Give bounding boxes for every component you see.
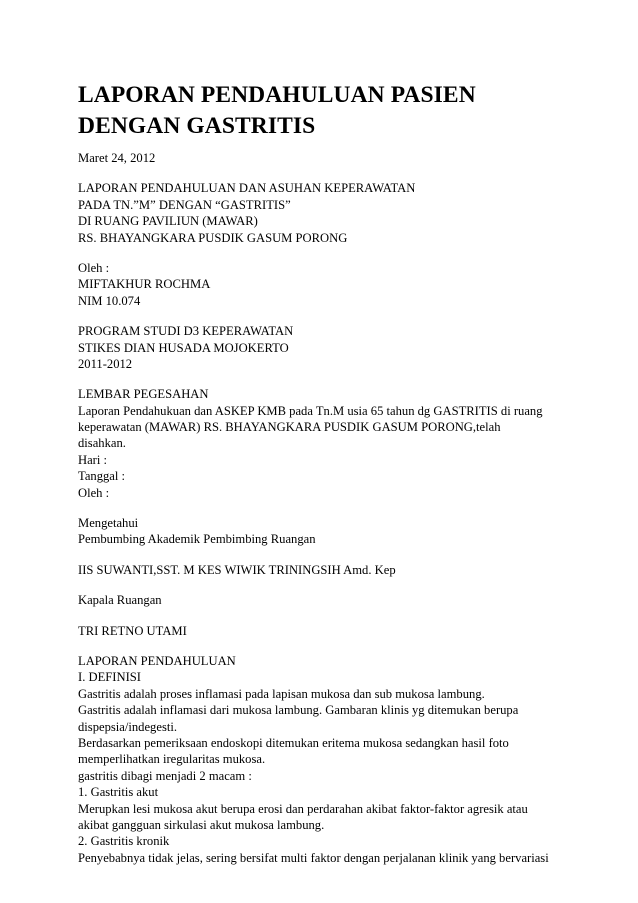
approval-line: Oleh : — [78, 485, 110, 500]
report-header — [78, 180, 598, 246]
approval-line: Hari : — [78, 452, 108, 467]
report-heading: LAPORAN PENDAHULUAN — [78, 653, 236, 668]
author-line: MIFTAKHUR ROCHMA — [78, 277, 211, 292]
signers-line: IIS SUWANTI,SST. M KES WIWIK TRININGSIH Amd. Kep — [78, 562, 396, 577]
approval-block — [78, 386, 598, 501]
approval-line: Tanggal : — [78, 469, 126, 484]
institution-line: 2011-2012 — [78, 356, 133, 371]
acknowledged-block — [78, 515, 598, 548]
post-date: Maret 24, 2012 — [78, 151, 156, 165]
author-line: Oleh : — [78, 260, 110, 275]
report-line: Gastritis adalah proses inflamasi pada lapisan mukosa dan sub mukosa lambung. — [78, 686, 485, 701]
institution-line: PROGRAM STUDI D3 KEPERAWATAN — [78, 324, 294, 339]
head-title-line: Kapala Ruangan — [78, 593, 162, 608]
title-line: DENGAN GASTRITIS — [78, 113, 316, 139]
header-line: DI RUANG PAVILIUN (MAWAR) — [78, 214, 258, 229]
author-block — [78, 260, 598, 309]
header-line: RS. BHAYANGKARA PUSDIK GASUM PORONG — [78, 230, 348, 245]
subsection-heading: 2. Gastritis kronik — [78, 834, 170, 849]
approval-line: LEMBAR PEGESAHAN — [78, 387, 209, 402]
head-name-line: TRI RETNO UTAMI — [78, 623, 187, 638]
header-line: PADA TN.”M” DENGAN “GASTRITIS” — [78, 197, 291, 212]
report-line: akibat gangguan sirkulasi akut mukosa lambung. — [78, 817, 325, 832]
document-body — [78, 150, 598, 866]
acknowledged-line: Mengetahui — [78, 516, 139, 531]
acknowledged-line: Pembumbing Akademik Pembimbing Ruangan — [78, 532, 316, 547]
report-line: gastritis dibagi menjadi 2 macam : — [78, 768, 252, 783]
report-line: Penyebabnya tidak jelas, sering bersifat multi faktor dengan perjalanan klinik yang bervariasi — [78, 850, 549, 865]
approval-line: keperawatan (MAWAR) RS. BHAYANGKARA PUSDIK GASUM PORONG,telah — [78, 420, 501, 435]
report-line: dispepsia/indegesti. — [78, 719, 177, 734]
approval-line: disahkan. — [78, 436, 126, 451]
report-line: Berdasarkan pemeriksaan endoskopi ditemukan eritema mukosa sedangkan hasil foto — [78, 735, 509, 750]
author-line: NIM 10.074 — [78, 293, 141, 308]
report-section — [78, 653, 598, 866]
header-line: LAPORAN PENDAHULUAN DAN ASUHAN KEPERAWATAN — [78, 181, 416, 196]
title-line: LAPORAN PENDAHULUAN PASIEN — [78, 82, 476, 108]
report-line: Merupkan lesi mukosa akut berupa erosi dan perdarahan akibat faktor-faktor agresik atau — [78, 801, 528, 816]
institution-block — [78, 323, 598, 372]
subsection-heading: 1. Gastritis akut — [78, 785, 159, 800]
document-title — [78, 80, 598, 142]
institution-line: STIKES DIAN HUSADA MOJOKERTO — [78, 340, 289, 355]
approval-line: Laporan Pendahukuan dan ASKEP KMB pada Tn.M usia 65 tahun dg GASTRITIS di ruang — [78, 403, 543, 418]
report-line: Gastritis adalah inflamasi dari mukosa lambung. Gambaran klinis yg ditemukan berupa — [78, 703, 519, 718]
section-heading: I. DEFINISI — [78, 670, 141, 685]
report-line: memperlihatkan iregularitas mukosa. — [78, 752, 266, 767]
